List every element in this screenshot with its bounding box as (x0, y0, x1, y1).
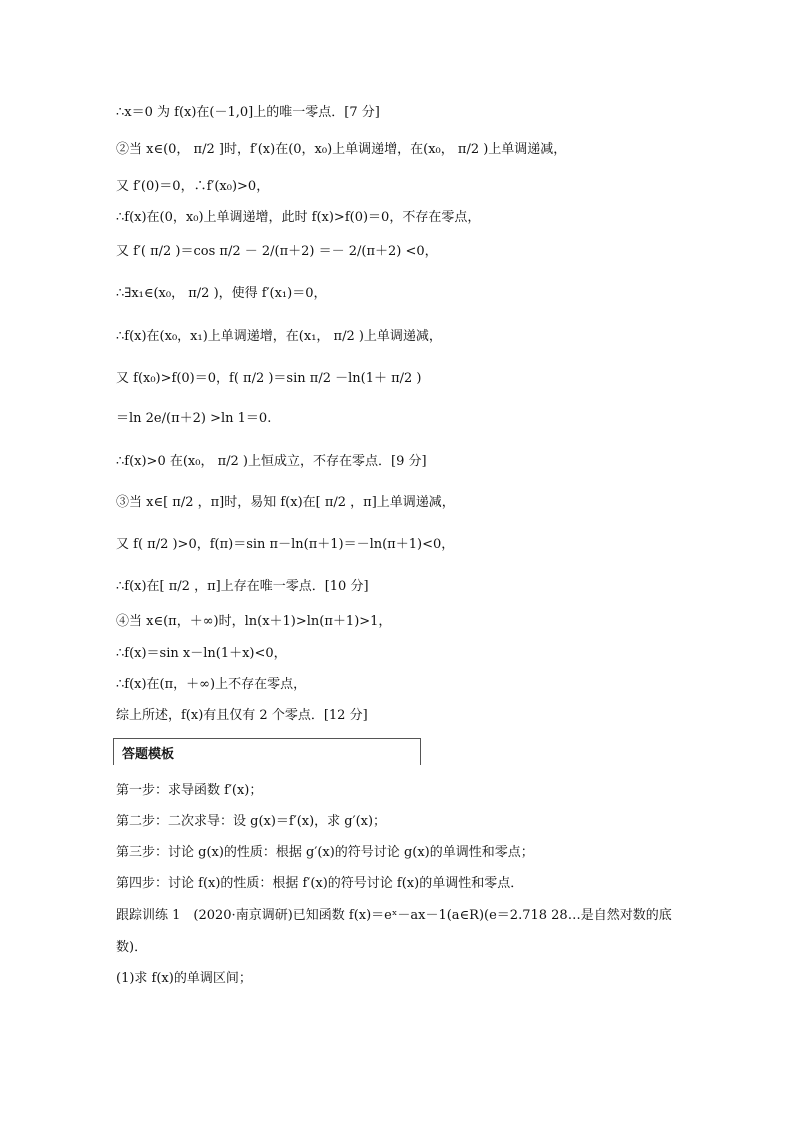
proof-line-7: ∴f(x)在(x₀，x₁)上单调递增，在(x₁， π/2 )上单调递减， (116, 329, 442, 344)
template-step-1: 第一步：求导函数 f′(x)； (116, 783, 263, 798)
proof-line-13: ∴f(x)在[ π/2 ，π]上存在唯一零点．[10 分] (116, 579, 369, 594)
answer-template-title: 答题模板 (122, 747, 175, 762)
template-step-4: 第四步：讨论 f(x)的性质：根据 f′(x)的符号讨论 f(x)的单调性和零点． (116, 876, 524, 891)
proof-line-14: ④当 x∈(π，＋∞)时，ln(x＋1)>ln(π＋1)>1， (116, 614, 392, 629)
proof-line-12: 又 f( π/2 )>0，f(π)＝sin π－ln(π＋1)＝－ln(π＋1)<0， (116, 537, 455, 552)
exercise-line-2: 数)． (116, 940, 148, 955)
proof-line-1: ∴x＝0 为 f(x)在(－1,0]上的唯一零点．[7 分] (116, 105, 380, 120)
proof-line-3: 又 f′(0)＝0，∴f′(x₀)>0， (116, 179, 270, 194)
proof-line-17: 综上所述，f(x)有且仅有 2 个零点．[12 分] (116, 708, 368, 723)
proof-line-2: ②当 x∈(0， π/2 ]时，f′(x)在(0，x₀)上单调递增，在(x₀， π/2 )上单调递减， (116, 142, 567, 157)
proof-line-15: ∴f(x)＝sin x－ln(1＋x)<0， (116, 646, 287, 661)
proof-line-4: ∴f(x)在(0，x₀)上单调递增，此时 f(x)>f(0)＝0，不存在零点， (116, 210, 481, 225)
template-step-3: 第三步：讨论 g(x)的性质：根据 g′(x)的符号讨论 g(x)的单调性和零点； (116, 845, 534, 860)
answer-template-box (113, 738, 421, 765)
proof-line-11: ③当 x∈[ π/2 ，π]时，易知 f(x)在[ π/2 ，π]上单调递减， (116, 495, 455, 510)
exercise-question-1: (1)求 f(x)的单调区间； (116, 971, 252, 986)
proof-line-8: 又 f(x₀)>f(0)＝0，f( π/2 )＝sin π/2 －ln(1＋ π/2 ) (116, 371, 422, 386)
proof-line-5: 又 f′( π/2 )＝cos π/2 － 2/(π＋2) ＝－ 2/(π＋2) <0， (116, 244, 438, 259)
proof-line-16: ∴f(x)在(π，＋∞)上不存在零点， (116, 677, 307, 692)
template-step-2: 第二步：二次求导：设 g(x)＝f′(x)，求 g′(x)； (116, 814, 387, 829)
proof-line-6: ∴∃x₁∈(x₀， π/2 )，使得 f′(x₁)＝0， (116, 286, 327, 301)
proof-line-9: ＝ln 2e/(π＋2) >ln 1＝0. (116, 411, 272, 426)
proof-line-10: ∴f(x)>0 在(x₀， π/2 )上恒成立，不存在零点．[9 分] (116, 454, 427, 469)
exercise-line-1: 跟踪训练 1 (2020·南京调研)已知函数 f(x)＝eˣ－ax－1(a∈R)(e＝2.718 28…是自然对数的底 (116, 908, 672, 923)
